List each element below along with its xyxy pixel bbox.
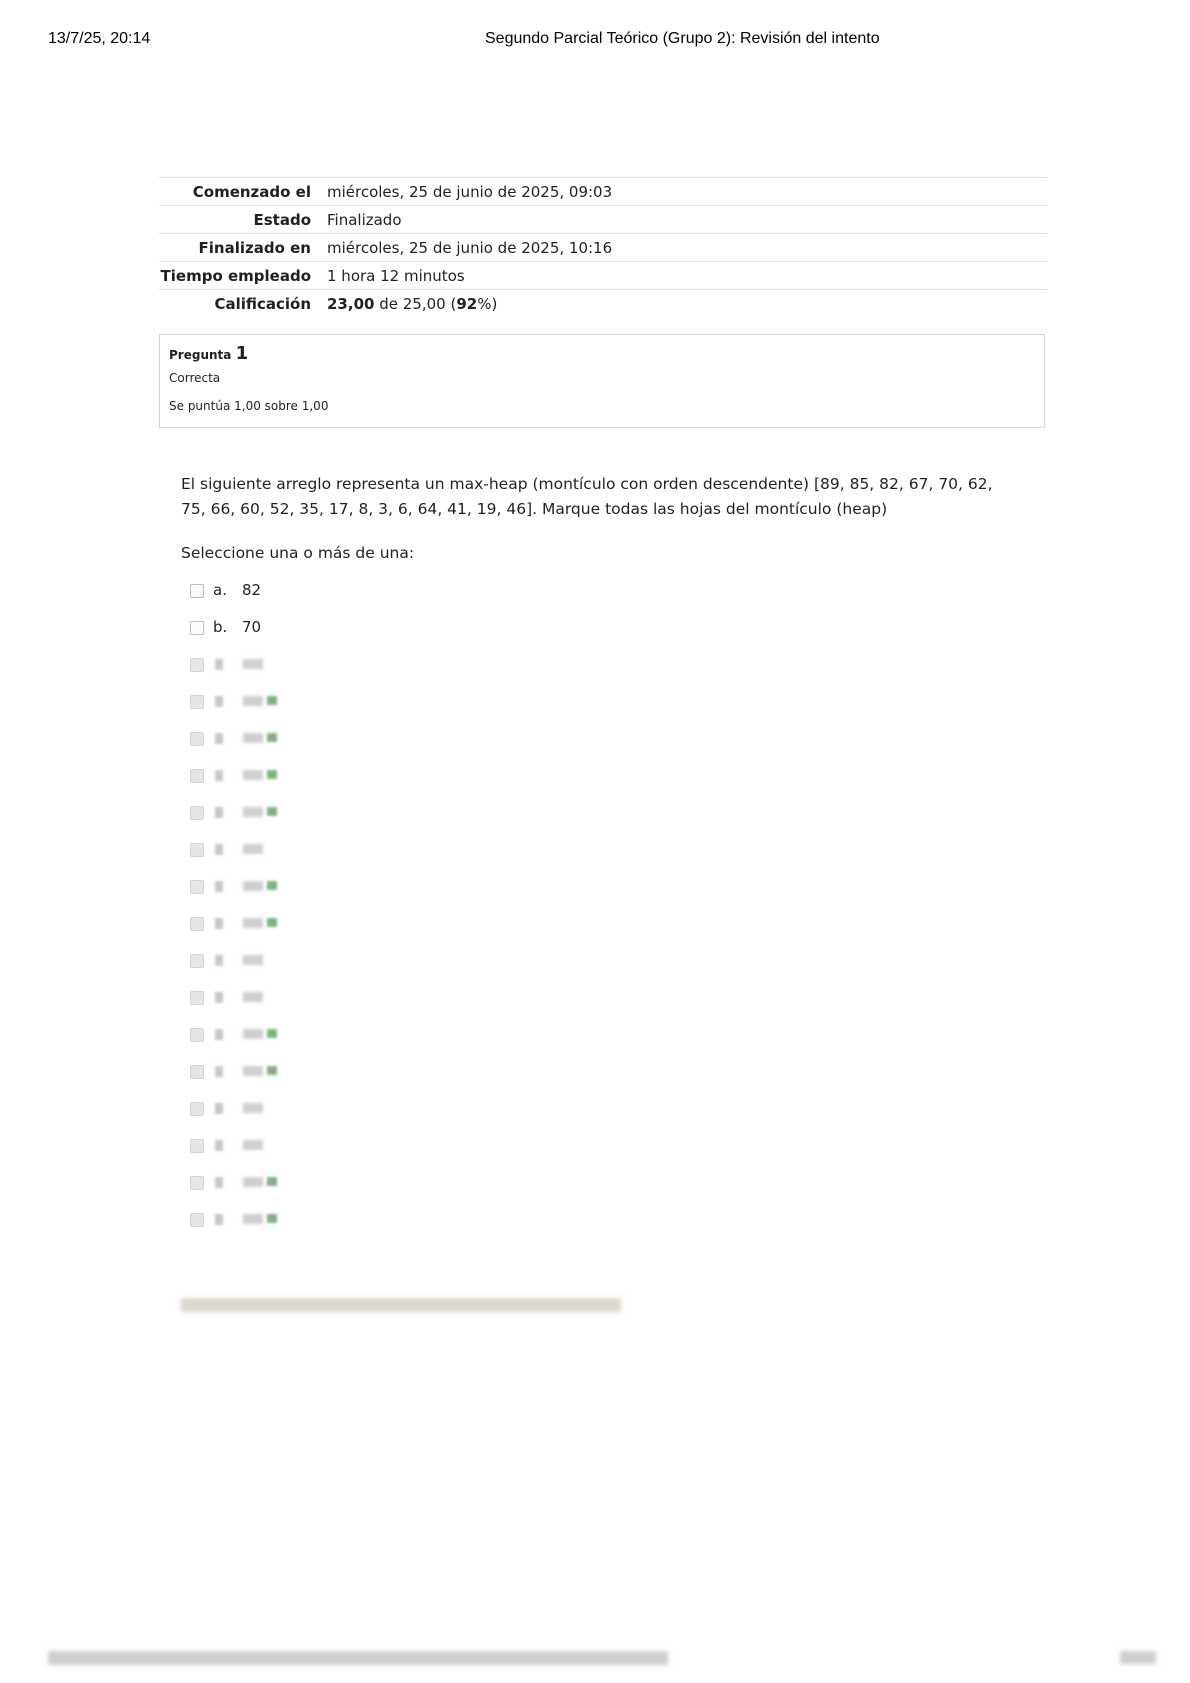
blurred-answer-option: [189, 876, 689, 913]
summary-value: miércoles, 25 de junio de 2025, 09:03: [327, 182, 613, 201]
question-number: 1: [235, 343, 249, 364]
blurred-value: [243, 696, 263, 706]
answer-checkbox: [190, 880, 204, 894]
answer-letter: a.: [213, 581, 227, 599]
answer-checkbox: [190, 732, 204, 746]
grade-end: %): [477, 294, 498, 313]
blurred-letter: [215, 1140, 223, 1151]
print-date: 13/7/25, 20:14: [48, 30, 151, 47]
correct-check-icon: [267, 1177, 277, 1186]
summary-value: miércoles, 25 de junio de 2025, 10:16: [327, 238, 613, 257]
blurred-value: [243, 844, 263, 854]
blurred-letter: [215, 1177, 223, 1188]
blurred-answer-option: [189, 728, 689, 765]
correct-check-icon: [267, 733, 277, 742]
correct-check-icon: [267, 1029, 277, 1038]
blurred-answer-option: [189, 1024, 689, 1061]
blurred-answer-option: [189, 802, 689, 839]
blurred-value: [243, 1066, 263, 1076]
answer-checkbox: [190, 954, 204, 968]
blurred-value: [243, 992, 263, 1002]
blurred-letter: [215, 696, 223, 707]
blurred-answer-option: [189, 1172, 689, 1209]
blurred-letter: [215, 807, 223, 818]
answer-prompt: Seleccione una o más de una:: [181, 544, 415, 562]
summary-row-started: [159, 178, 1047, 206]
answer-checkbox: [190, 695, 204, 709]
blurred-value: [243, 955, 263, 965]
answer-checkbox: [190, 658, 204, 672]
answer-list: [189, 580, 689, 1246]
attempt-summary-table: [159, 177, 1047, 317]
blurred-footer-url: [48, 1651, 668, 1665]
question-number-line: [169, 343, 1035, 365]
blurred-value: [243, 1214, 263, 1224]
blurred-answer-option: [189, 654, 689, 691]
blurred-answer-option: [189, 839, 689, 876]
blurred-value: [243, 807, 263, 817]
blurred-value: [243, 881, 263, 891]
blurred-value: [243, 1177, 263, 1187]
summary-row-finished: [159, 234, 1047, 262]
blurred-answer-option: [189, 1061, 689, 1098]
blurred-answer-option: [189, 1098, 689, 1135]
blurred-answer-option: [189, 1209, 689, 1246]
blurred-answer-option: [189, 765, 689, 802]
answer-option[interactable]: [189, 580, 689, 617]
question-grade: Se puntúa 1,00 sobre 1,00: [169, 399, 329, 413]
answer-letter: b.: [213, 618, 228, 636]
blurred-letter: [215, 992, 223, 1003]
correct-check-icon: [267, 696, 277, 705]
blurred-letter: [215, 955, 223, 966]
grade-mid: de 25,00 (: [374, 294, 457, 313]
answer-checkbox: [190, 1065, 204, 1079]
summary-row-grade: [159, 290, 1047, 318]
summary-grade-value: [319, 290, 1047, 318]
question-text: El siguiente arreglo representa un max-heap (montículo con orden descendente) [89, 85, 82, 67, 70, 62, 75, 66, 60, 52, 35, 17, 8, 3, 6, 64, 41, 19, 46]. Marque todas las hojas del montículo (heap): [181, 475, 993, 518]
blurred-letter: [215, 1214, 223, 1225]
blurred-letter: [215, 770, 223, 781]
blurred-letter: [215, 844, 223, 855]
grade-percent: 92: [456, 294, 478, 313]
summary-row-state: [159, 206, 1047, 234]
answer-value: 82: [242, 581, 262, 599]
correct-check-icon: [267, 1214, 277, 1223]
answer-checkbox: [190, 843, 204, 857]
summary-label: Tiempo empleado: [160, 266, 311, 285]
blurred-answer-option: [189, 913, 689, 950]
answer-checkbox: [190, 1213, 204, 1227]
blurred-value: [243, 733, 263, 743]
question-state: Correcta: [169, 371, 221, 385]
correct-check-icon: [267, 770, 277, 779]
blurred-value: [243, 659, 263, 669]
print-title: Segundo Parcial Teórico (Grupo 2): Revisión del intento: [485, 30, 880, 47]
correct-check-icon: [267, 1066, 277, 1075]
answer-checkbox: [190, 917, 204, 931]
answer-checkbox: [190, 1176, 204, 1190]
answer-checkbox: [190, 806, 204, 820]
summary-label: Finalizado en: [198, 238, 311, 257]
blurred-value: [243, 770, 263, 780]
blurred-letter: [215, 1103, 223, 1114]
blurred-letter: [215, 881, 223, 892]
answer-option[interactable]: [189, 617, 689, 654]
blurred-answer-option: [189, 1135, 689, 1172]
answer-checkbox: [190, 769, 204, 783]
blurred-answer-option: [189, 691, 689, 728]
blurred-answer-option: [189, 987, 689, 1024]
print-header: [0, 30, 1190, 52]
blurred-page-number: [1120, 1651, 1156, 1664]
blurred-value: [243, 1103, 263, 1113]
answer-checkbox: [190, 1028, 204, 1042]
answer-checkbox[interactable]: [190, 584, 204, 598]
summary-row-time-taken: [159, 262, 1047, 290]
blurred-letter: [215, 1066, 223, 1077]
answer-checkbox: [190, 1102, 204, 1116]
blurred-letter: [215, 918, 223, 929]
blurred-answer-option: [189, 950, 689, 987]
blurred-letter: [215, 733, 223, 744]
correct-check-icon: [267, 881, 277, 890]
correct-check-icon: [267, 807, 277, 816]
summary-label: Calificación: [214, 294, 311, 313]
blurred-letter: [215, 659, 223, 670]
answer-checkbox[interactable]: [190, 621, 204, 635]
answer-checkbox: [190, 1139, 204, 1153]
answer-value: 70: [242, 618, 262, 636]
grade-score: 23,00: [327, 294, 375, 313]
blurred-feedback-text: [181, 1298, 621, 1312]
answer-checkbox: [190, 991, 204, 1005]
question-prefix: Pregunta: [169, 348, 232, 362]
question-info-box: [159, 334, 1045, 428]
blurred-letter: [215, 1029, 223, 1040]
summary-value: 1 hora 12 minutos: [327, 266, 465, 285]
blurred-value: [243, 1029, 263, 1039]
correct-check-icon: [267, 918, 277, 927]
blurred-value: [243, 918, 263, 928]
summary-value: Finalizado: [327, 210, 402, 229]
summary-label: Comenzado el: [192, 182, 311, 201]
blurred-value: [243, 1140, 263, 1150]
summary-label: Estado: [253, 210, 311, 229]
